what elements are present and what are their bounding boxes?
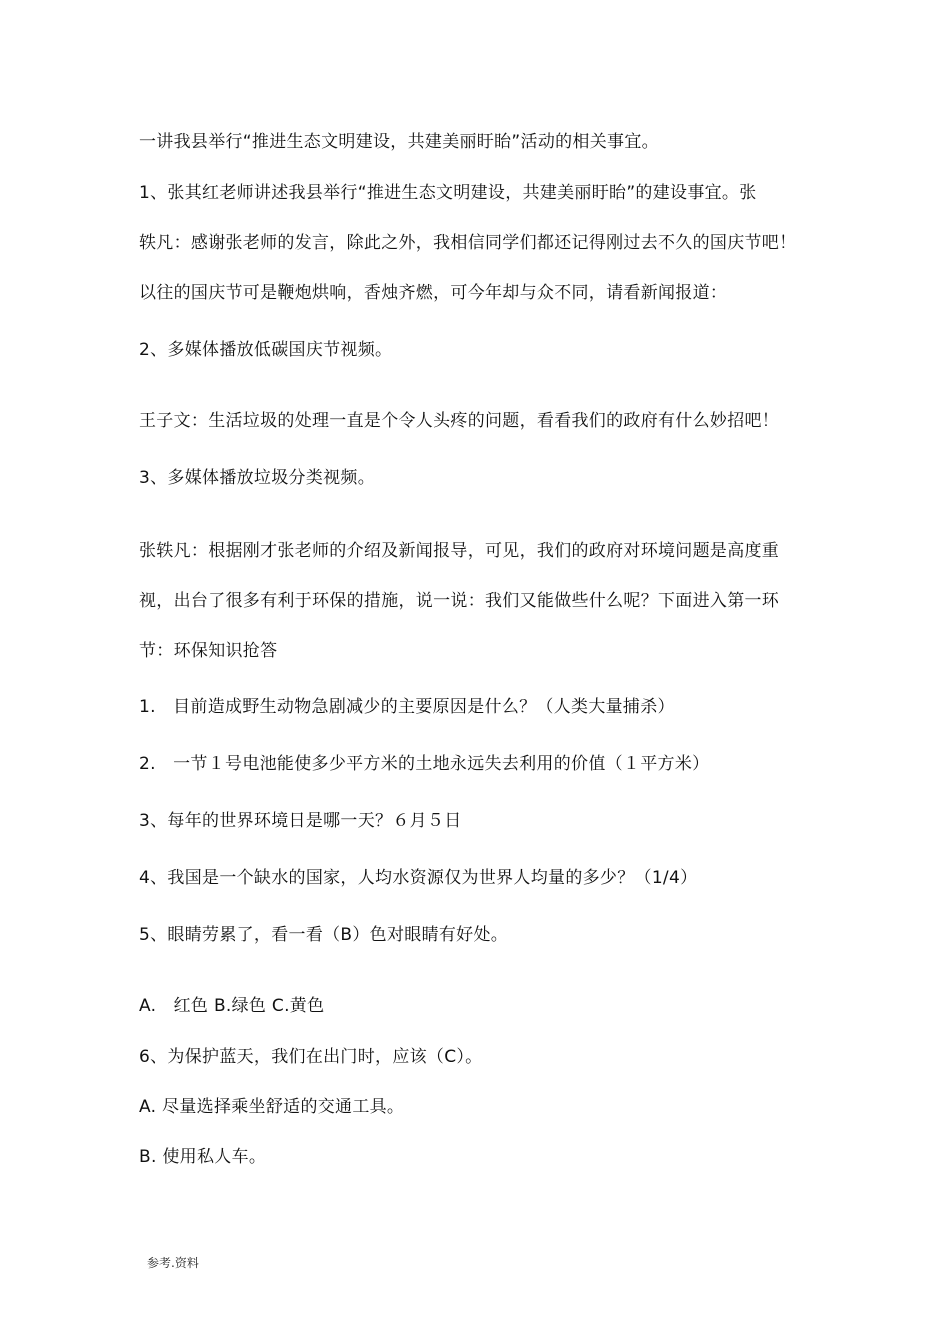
text-line: 轶凡：感谢张老师的发言，除此之外，我相信同学们都还记得刚过去不久的国庆节吧！ xyxy=(139,233,797,253)
text-line: 一讲我县举行“推进生态文明建设，共建美丽盱眙”活动的相关事宜。 xyxy=(139,132,659,152)
text-line: 3、多媒体播放垃圾分类视频。 xyxy=(139,468,376,488)
text-line: B. 使用私人车。 xyxy=(139,1147,267,1167)
text-line: A. 红色 B.绿色 C.黄色 xyxy=(139,996,325,1016)
text-line: A. 尽量选择乘坐舒适的交通工具。 xyxy=(139,1097,405,1117)
text-line: 2. 一节１号电池能使多少平方米的土地永远失去利用的价值（１平方米） xyxy=(139,754,710,774)
text-line: 王子文：生活垃圾的处理一直是个令人头疼的问题，看看我们的政府有什么妙招吧！ xyxy=(139,411,780,431)
text-line: 1. 目前造成野生动物急剧减少的主要原因是什么？（人类大量捕杀） xyxy=(139,697,675,717)
text-line: 2、多媒体播放低碳国庆节视频。 xyxy=(139,340,393,360)
text-line: 张轶凡：根据刚才张老师的介绍及新闻报导，可见，我们的政府对环境问题是高度重 xyxy=(139,541,780,561)
text-line: 视，出台了很多有利于环保的措施，说一说：我们又能做些什么呢？下面进入第一环 xyxy=(139,591,780,611)
page-footer: 参考.资料 xyxy=(147,1256,199,1270)
text-line: 5、眼睛劳累了，看一看（B）色对眼睛有好处。 xyxy=(139,925,509,945)
text-line: 6、为保护蓝天，我们在出门时，应该（C）。 xyxy=(139,1047,483,1067)
text-line: 1、张其红老师讲述我县举行“推进生态文明建设，共建美丽盱眙”的建设事宜。张 xyxy=(139,183,757,203)
text-line: 以往的国庆节可是鞭炮烘响，香烛齐燃，可今年却与众不同，请看新闻报道： xyxy=(139,283,728,303)
text-line: 4、我国是一个缺水的国家，人均水资源仅为世界人均量的多少？（1/4） xyxy=(139,868,698,888)
text-line: 节：环保知识抢答 xyxy=(139,641,278,661)
text-line: 3、每年的世界环境日是哪一天？６月５日 xyxy=(139,811,462,831)
